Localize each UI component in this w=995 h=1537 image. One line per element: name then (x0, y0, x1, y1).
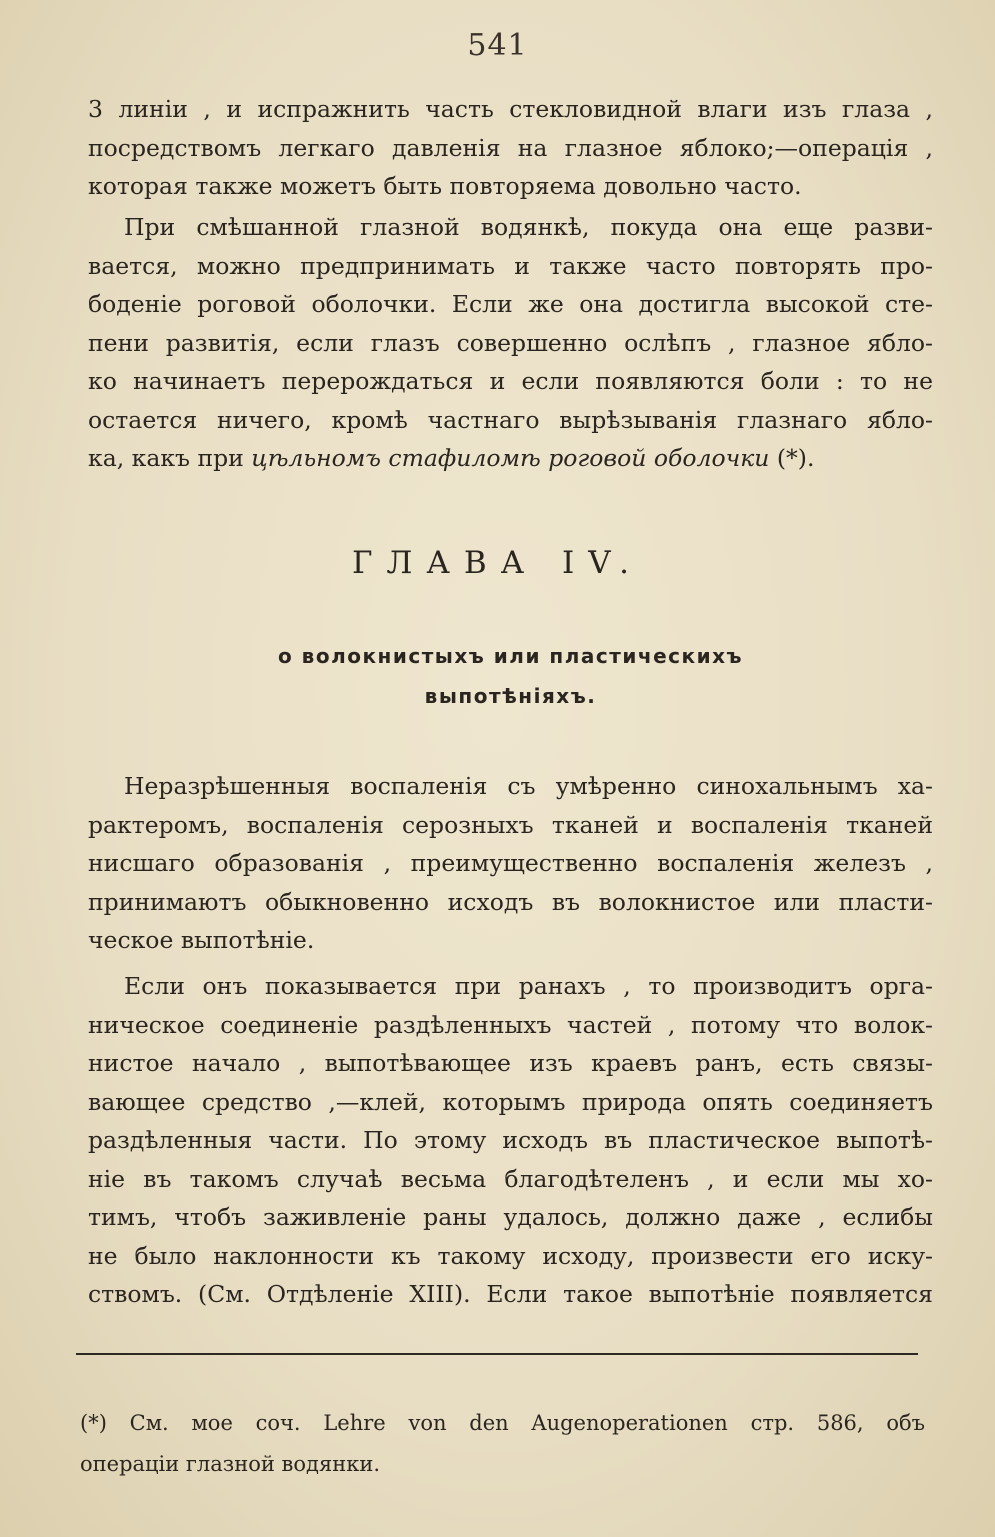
text-line: посредствомъ легкаго давленія на глазное яблоко;—операція , (88, 133, 933, 162)
footnote (80, 1403, 925, 1485)
paragraph-4 (88, 967, 933, 1314)
text-line: боденіе роговой оболочки. Если же она достигла высокой сте- (88, 290, 933, 318)
text-line: При смѣшанной глазной водянкѣ, покуда она еще разви- (124, 213, 933, 241)
text-line: не было наклонности къ такому исходу, произвести его иску- (88, 1241, 933, 1270)
text-line: пени развитія, если глазъ совершенно ослѣпъ , глазное ябло- (88, 328, 933, 357)
text-line: принимаютъ обыкновенно исходъ въ волокнистое или пласти- (88, 887, 933, 916)
paragraph-3 (88, 767, 933, 960)
chapter-title: ГЛАВА IV. (351, 545, 644, 581)
footnote-line: операціи глазной водянки. (80, 1452, 380, 1476)
text-line: вающее средство ,—клей, которымъ природа опять соединяетъ (88, 1087, 933, 1116)
text-line: ствомъ. (См. Отдѣленіе XIII). Если такое выпотѣніе появляется (88, 1280, 933, 1308)
footnote-line: (*) См. мое соч. Lehre von den Augenoperationen стр. 586, объ (80, 1411, 925, 1435)
text-line: ко начинаетъ перерождаться и если появляются боли : то не (88, 367, 933, 395)
text-line (88, 439, 933, 478)
text-line: Неразрѣшенныя воспаленія съ умѣренно синохальнымъ ха- (124, 772, 933, 800)
text-line: ніе въ такомъ случаѣ весьма благодѣтеленъ , и если мы хо- (88, 1164, 933, 1193)
text-line: остается ничего, кромѣ частнаго вырѣзыванія глазнаго ябло- (88, 405, 933, 434)
text-line: 3 линіи , и испражнить часть стекловидной влаги изъ глаза , (88, 95, 933, 123)
italic-term: цѣльномъ стафиломѣ роговой оболочки (251, 444, 770, 472)
section-heading-line: выпотѣніяхъ. (424, 684, 597, 708)
paragraph-2 (88, 208, 933, 478)
section-heading-line: о волокнистыхъ или пластическихъ (277, 644, 744, 668)
footnote-divider (76, 1353, 918, 1355)
page-number: 541 (467, 28, 528, 63)
text-line: ническое соединеніе раздѣленныхъ частей , потому что волок- (88, 1010, 933, 1039)
section-heading (88, 636, 933, 716)
text-run: ка, какъ при (88, 444, 252, 472)
paragraph-1 (88, 90, 933, 206)
text-line: которая также можетъ быть повторяема довольно часто. (88, 172, 802, 200)
text-line: нисшаго образованія , преимущественно воспаленія железъ , (88, 849, 933, 877)
footnote-ref: (*). (769, 444, 815, 472)
text-line: тимъ, чтобъ заживленіе раны удалось, должно даже , еслибы (88, 1203, 933, 1231)
text-line: ческое выпотѣніе. (88, 926, 315, 954)
text-line: раздѣленныя части. По этому исходъ въ пластическое выпотѣ- (88, 1126, 933, 1154)
text-line: нистое начало , выпотѣвающее изъ краевъ ранъ, есть связы- (88, 1049, 933, 1077)
text-line: вается, можно предпринимать и также часто повторять про- (88, 251, 933, 280)
text-line: Если онъ показывается при ранахъ , то производитъ орга- (124, 972, 933, 1000)
text-line: рактеромъ, воспаленія серозныхъ тканей и воспаленія тканей (88, 810, 933, 839)
